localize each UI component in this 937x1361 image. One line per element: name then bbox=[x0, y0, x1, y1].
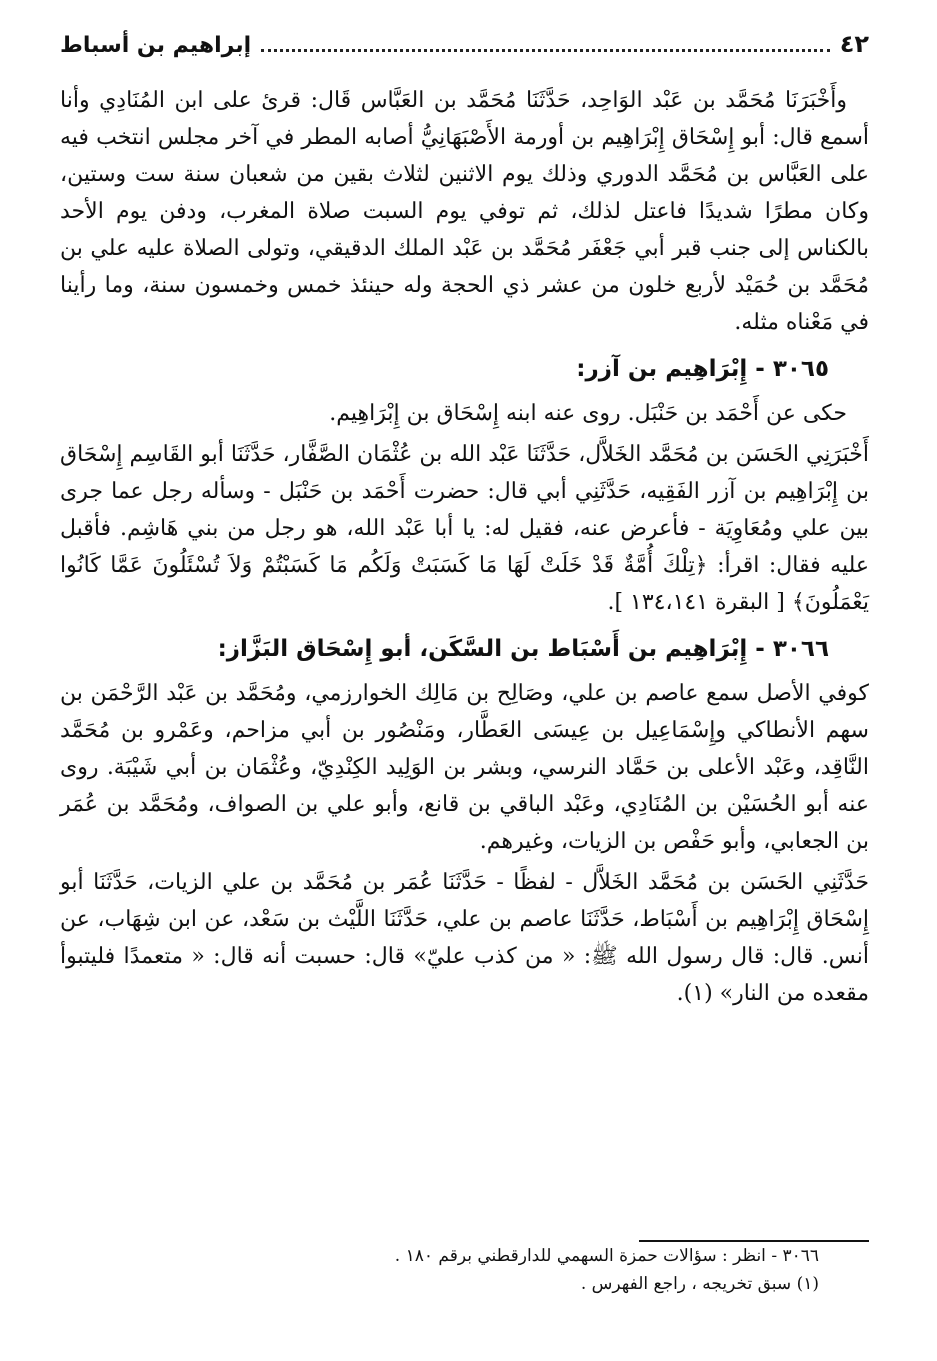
page-number: ٤٢ bbox=[839, 30, 869, 58]
header-dot-leader bbox=[261, 39, 830, 52]
page-header bbox=[60, 30, 869, 82]
paragraph-5: حَدَّثَنِي الحَسَن بن مُحَمَّد الخَلاَّل - لفظًا - حَدَّثَنَا عُمَر بن مُحَمَّد بن علي الزيات، حَدَّثَنَا أبو إِسْحَاق إِبْرَاهِيم بن أَسْبَاط، حَدَّثَنَا عاصم بن علي، حَدَّثَنَا اللَّيْث بن سَعْد، عن ابن شِهَاب، عن أنس. قال: قال رسول الله ﷺ: « من كذب عليّ» قال: حسبت أنه قال: « متعمدًا فليتبوأ مقعده من النار» (١). bbox=[60, 870, 869, 1006]
paragraph-1: وأَخْبَرَنَا مُحَمَّد بن عَبْد الوَاحِد، حَدَّثَنَا مُحَمَّد بن العَبَّاس قَال: قرئ على ابن المُنَادِي وأنا أسمع قال: أبو إِسْحَاق إِبْرَاهِيم بن أورمة الأَصْبَهَانِيُّ أصابه المطر في آخر مجلس انتخب فيه على العَبَّاس بن مُحَمَّد الدوري وذلك يوم الاثنين لثلاث بقين من شعبان سنة ست وستين، وكان مطرًا شديدًا فاعتل لذلك، ثم توفي يوم السبت صلاة المغرب، ودفن يوم الأحد بالكناس إلى جنب قبر أبي جَعْفَر مُحَمَّد بن عَبْد الملك الدقيقي، وتولى الصلاة عليه علي بن مُحَمَّد بن حُمَيْد لأربع خلون من عشر ذي الحجة وله حينئذ خمس وخمسون سنة، وما رأينا في مَعْناه مثله. bbox=[60, 88, 869, 335]
paragraph-3: أَخْبَرَنِي الحَسَن بن مُحَمَّد الخَلاَّل، حَدَّثَنَا عَبْد الله بن عُثْمَان الصَّفَّار، حَدَّثَنَا أبو القَاسِم إِسْحَاق بن إِبْرَاهِيم بن آزر الفَقِيه، حَدَّثَنِي أبي قال: حضرت أَحْمَد بن حَنْبَل - وسأله رجل عما جرى بين علي ومُعَاوِيَة - فأعرض عنه، فقيل له: يا أبا عَبْد الله، هو رجل من بني هَاشِم. فأقبل عليه فقال: اقرأ: ﴿تِلْكَ أُمَّةٌ قَدْ خَلَتْ لَهَا مَا كَسَبَتْ وَلَكُم مَا كَسَبْتُمْ وَلاَ تُسْئَلُونَ عَمَّا كَانُوا يَعْمَلُونَ﴾ [ البقرة ١٣٤،١٤١ ]. bbox=[60, 442, 869, 615]
footnotes bbox=[60, 1240, 869, 1298]
paragraph-4: كوفي الأصل سمع عاصم بن علي، وصَالِح بن مَالِك الخوارزمي، ومُحَمَّد بن عَبْد الرَّحْمَن بن سهم الأنطاكي وإِسْمَاعِيل بن عِيسَى العَطَّار، ومَنْصُور بن أبي مزاحم، وعَمْرو بن مُحَمَّد النَّاقِد، وعَبْد الأعلى بن حَمَّاد النرسي، وبشر بن الوَلِيد الكِنْدِيّ، وعُثْمَان بن أبي شَيْبَة. روى عنه أبو الحُسَيْن بن المُنَادِي، وعَبْد الباقي بن قانع، وأبو علي بن الصواف، ومُحَمَّد بن عُمَر بن الجعابي، وأبو حَفْص بن الزيات، وغيرهم. bbox=[60, 681, 869, 854]
running-title: إبراهيم بن أسباط bbox=[60, 33, 252, 58]
entry-heading-3065: ٣٠٦٥ - إِبْرَاهِيم بن آزر: bbox=[576, 356, 829, 382]
footnote-1: ٣٠٦٦ - انظر : سؤالات حمزة السهمي للدارقطني برقم ١٨٠ . bbox=[394, 1246, 819, 1266]
paragraph-2: حكى عن أَحْمَد بن حَنْبَل. روى عنه ابنه إِسْحَاق بن إِبْرَاهِيم. bbox=[329, 401, 847, 426]
footnote-2: (١) سبق تخريجه ، راجع الفهرس . bbox=[580, 1274, 819, 1294]
entry-heading-3066: ٣٠٦٦ - إِبْرَاهِيم بن أَسْبَاط بن السَّكَن، أبو إِسْحَاق البَزَّاز: bbox=[217, 636, 829, 662]
book-page bbox=[60, 30, 869, 1012]
